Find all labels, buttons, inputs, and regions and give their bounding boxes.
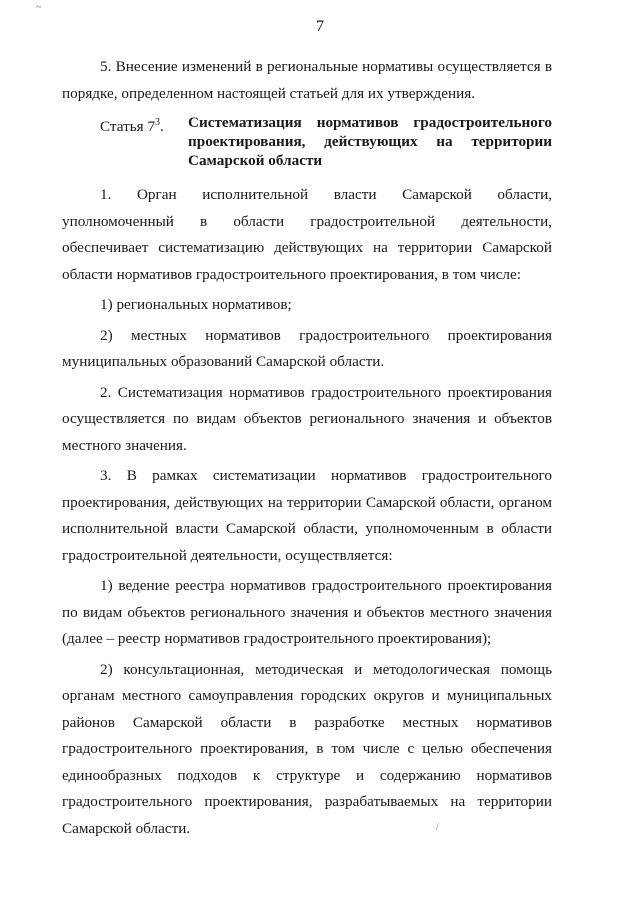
- document-body: [62, 54, 552, 842]
- paragraph: 3. В рамках систематизации нормативов градостроительного проектирования, действующих на территории Самарской области, органом исполнительной власти Самарской области, уполномоченным в области градостроительной деятельности, осуществляется:: [62, 467, 552, 564]
- paragraph: 1) ведение реестра нормативов градостроительного проектирования по видам объектов регионального значения и объектов местного значения (далее – реестр нормативов градостроительного проектирования);: [62, 577, 552, 647]
- article-superscript: 3: [155, 117, 161, 128]
- scan-mark: /: [436, 822, 439, 833]
- paragraph: 2) местных нормативов градостроительного проектирования муниципальных образований Самарской области.: [62, 326, 552, 370]
- paragraph: 1) региональных нормативов;: [100, 296, 292, 313]
- page-number: 7: [316, 18, 324, 35]
- article-heading: [62, 113, 552, 170]
- article-title: Систематизация нормативов градостроительного проектирования, действующих на территории Самарской области: [188, 114, 552, 169]
- paragraph: 2. Систематизация нормативов градостроительного проектирования осуществляется по видам объектов регионального значения и объектов местного значения.: [62, 383, 552, 454]
- paragraph: 5. Внесение изменений в региональные нормативы осуществляется в порядке, определенном настоящей статьей для их утверждения.: [62, 58, 552, 102]
- scan-mark: ~: [36, 2, 42, 13]
- paragraph: 1. Орган исполнительной власти Самарской области, уполномоченный в области градостроительной деятельности, обеспечивает систематизацию действующих на территории Самарской области нормативов градостроительного проектирования, в том числе:: [62, 186, 552, 283]
- paragraph: 2) консультационная, методическая и методологическая помощь органам местного самоуправления городских округов и муниципальных районов Самарской области в разработке местных нормативов градостроительного проектирования, в том числе с целью обеспечения единообразных подходов к структуре и содержанию нормативов градостроительного проектирования, разрабатываемых на территории Самарской области.: [62, 660, 552, 837]
- article-label: Статья $7^3$.: [100, 117, 164, 136]
